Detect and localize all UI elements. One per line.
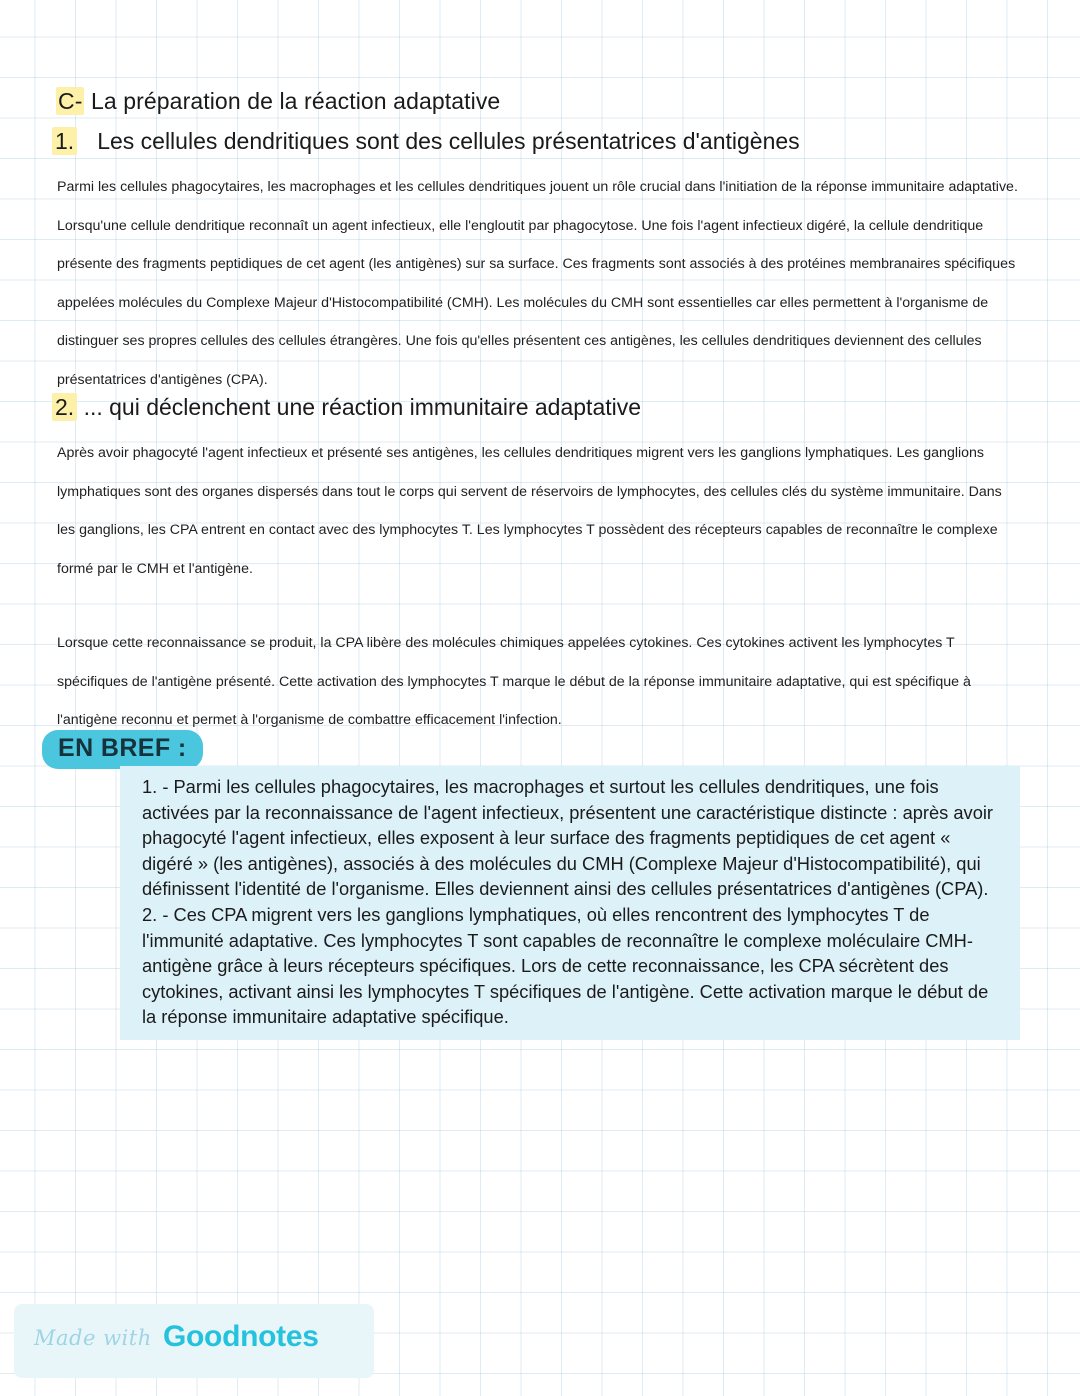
heading-2-title: ... qui déclenchent une réaction immunitaire adaptative [77, 394, 642, 420]
summary-badge: EN BREF : [42, 730, 203, 769]
heading-c-text: La préparation de la réaction adaptative [84, 88, 501, 114]
heading-c-marker: C- [58, 88, 83, 114]
paragraph-section-2-part-2: Lorsque cette reconnaissance se produit, la CPA libère des molécules chimiques appelées cytokines. Ces cytokines activent les lymphocytes T spécifiques de l'antigène présenté. Cette activation des lymphocytes T marque le début de la réponse immunitaire adaptative, qui est spécifique à l'antigène reconnu et permet à l'organisme de combattre efficacement l'infection. [57, 635, 971, 728]
watermark-brand: Goodnotes [163, 1320, 319, 1353]
heading-subsection-2 [52, 394, 641, 421]
paragraph-section-1: Parmi les cellules phagocytaires, les macrophages et les cellules dendritiques jouent un rôle crucial dans l'initiation de la réponse immunitaire adaptative. Lorsqu'une cellule dendritique reconnaît un agent infectieux, elle l'engloutit par phagocytose. Une fois l'agent infectieux digéré, la cellule dendritique présente des fragments peptidiques de cet agent (les antigènes) sur sa surface. Ces fragments sont associés à des protéines membranaires spécifiques appelées molécules du Complexe Majeur d'Histocompatibilité (CMH). Les molécules du CMH sont essentielles car elles permettent à l'organisme de distinguer ses propres cellules des cellules étrangères. Une fois qu'elles présentent ces antigènes, les cellules dendritiques deviennent des cellules présentatrices d'antigènes (CPA). [57, 179, 1018, 388]
summary-box [120, 766, 1020, 1040]
summary-item-2: 2. - Ces CPA migrent vers les ganglions lymphatiques, où elles rencontrent des lymphocytes T de l'immunité adaptative. Ces lymphocytes T sont capables de reconnaître le complexe moléculaire CMH-antigène grâce à leurs récepteurs spécifiques. Lors de cette reconnaissance, les CPA sécrètent des cytokines, activant ainsi les lymphocytes T spécifiques de l'antigène. Cette activation marque le début de la réponse immunitaire adaptative spécifique. [142, 903, 989, 1028]
heading-1-title: Les cellules dendritiques sont des cellules présentatrices d'antigènes [97, 128, 800, 154]
heading-2-number: 2. [52, 393, 77, 421]
summary-item-1: 1. - Parmi les cellules phagocytaires, les macrophages et surtout les cellules dendritiques, une fois activées par la reconnaissance de l'agent infectieux, présentent une caractéristique distincte : après avoir phagocyté l'agent infectieux, elles exposent à leur surface des fragments peptidiques de cet agent « digéré » (les antigènes), associés à des molécules du CMH (Complexe Majeur d'Histocompatibilité), qui définissent l'identité de l'organisme. Elles deviennent ainsi des cellules présentatrices d'antigènes (CPA). [142, 776, 994, 900]
paragraph-section-2-part-1: Après avoir phagocyté l'agent infectieux et présenté ses antigènes, les cellules dendritiques migrent vers les ganglions lymphatiques. Les ganglions lymphatiques sont des organes dispersés dans tout le corps qui servent de réservoirs de lymphocytes, des cellules clés du système immunitaire. Dans les ganglions, les CPA entrent en contact avec des lymphocytes T. Les lymphocytes T possèdent des récepteurs capables de reconnaître le complexe formé par le CMH et l'antigène. [57, 445, 1002, 577]
heading-section-c [56, 88, 500, 115]
watermark-made-with: Made with [34, 1326, 152, 1350]
heading-1-number: 1. [52, 127, 77, 155]
heading-subsection-1 [52, 128, 800, 155]
